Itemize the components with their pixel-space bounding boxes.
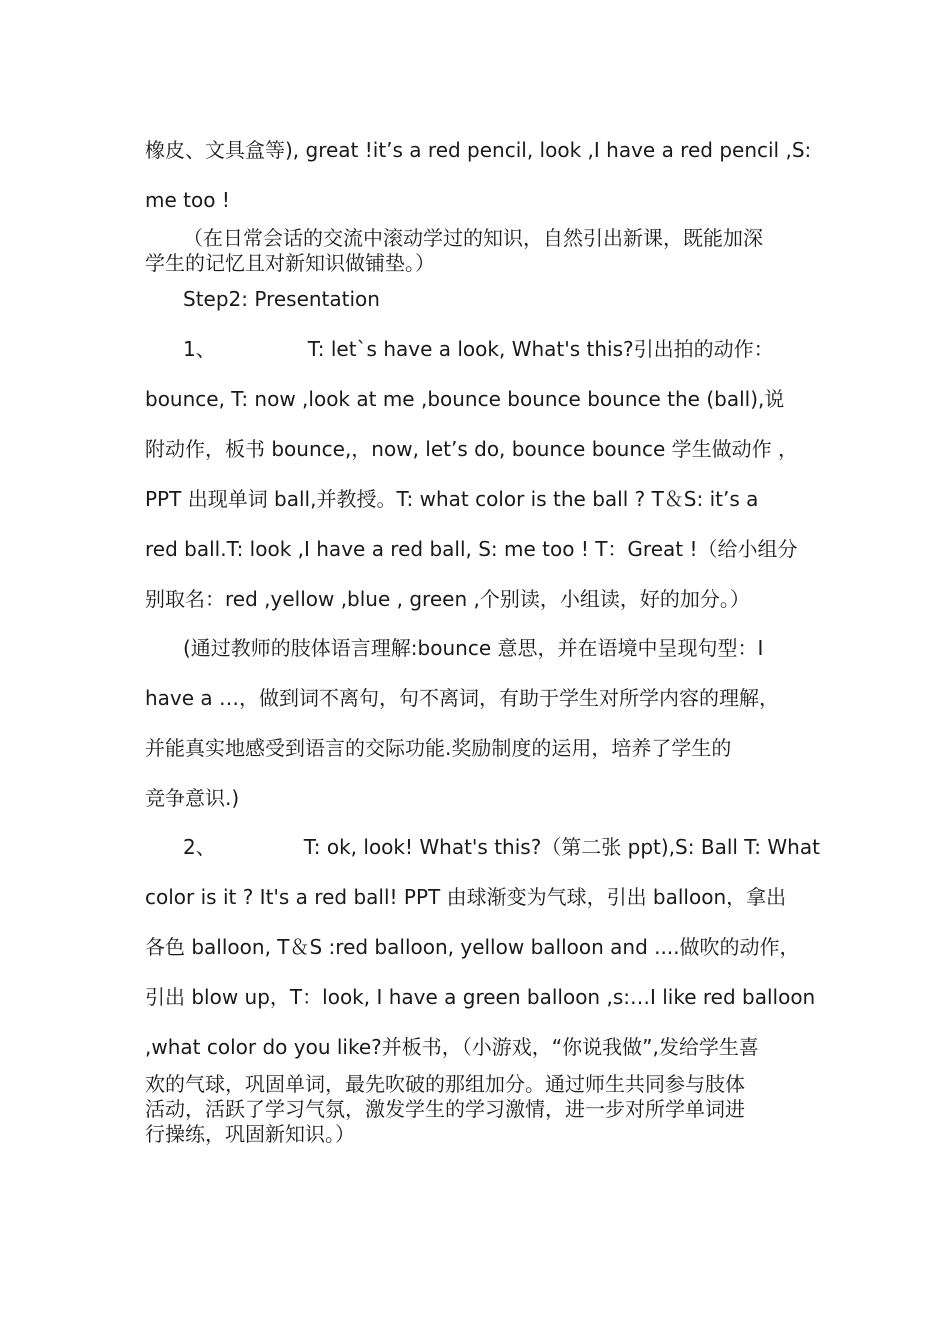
text-line: red ball.T: look ,I have a red ball, S: me too ! T：Great !（给小组分 [145,537,798,561]
item-text: T: let`s have a look, What's this?引出拍的动作： [307,337,774,361]
text-line: 行操练，巩固新知识。） [145,1122,355,1146]
section-heading: Step2: Presentation [183,287,380,311]
text-line: 附动作，板书 bounce,，now, let’s do, bounce bounce 学生做动作 ， [145,437,799,461]
text-line: 欢的气球，巩固单词，最先吹破的那组加分。通过师生共同参与肢体 [145,1072,745,1096]
item-number: 1、 [183,337,216,361]
text-line: 学生的记忆且对新知识做铺垫。） [145,251,435,275]
text-line: (通过教师的肢体语言理解:bounce 意思，并在语境中呈现句型：I [183,636,764,660]
text-line: ,what color do you like?并板书，（小游戏，“你说我做”,发给学生喜 [145,1035,759,1059]
text-line: me too ! [145,188,230,212]
text-line: bounce, T: now ,look at me ,bounce bounce bounce the (ball),说 [145,387,785,411]
numbered-item-1 [183,336,853,362]
text-line: have a …，做到词不离句，句不离词，有助于学生对所学内容的理解， [145,686,780,710]
text-line: 橡皮、文具盒等), great !it’s a red pencil, look ,I have a red pencil ,S: [145,138,812,162]
text-line: 并能真实地感受到语言的交际功能.奖励制度的运用，培养了学生的 [145,736,732,760]
numbered-item-2 [183,834,853,860]
text-line: 竞争意识.) [145,786,240,810]
text-line: 引出 blow up，T：look, I have a green balloon ,s:…I like red balloon [145,985,816,1009]
text-line: （在日常会话的交流中滚动学过的知识，自然引出新课，既能加深 [183,226,763,250]
text-line: 各色 balloon, T＆S :red balloon, yellow balloon and ....做吹的动作， [145,935,800,959]
text-line: 活动，活跃了学习气氛，激发学生的学习激情，进一步对所学单词进 [145,1097,745,1121]
text-line: color is it ? It's a red ball! PPT 由球渐变为气球，引出 balloon，拿出 [145,885,787,909]
item-number: 2、 [183,835,216,859]
item-text: T: ok, look! What's this?（第二张 ppt),S: Ball T: What [303,835,820,859]
text-line: PPT 出现单词 ball,并教授。T: what color is the ball ? T＆S: it’s a [145,487,759,511]
text-line: 别取名：red ,yellow ,blue , green ,个别读，小组读，好的加分。） [145,587,750,611]
